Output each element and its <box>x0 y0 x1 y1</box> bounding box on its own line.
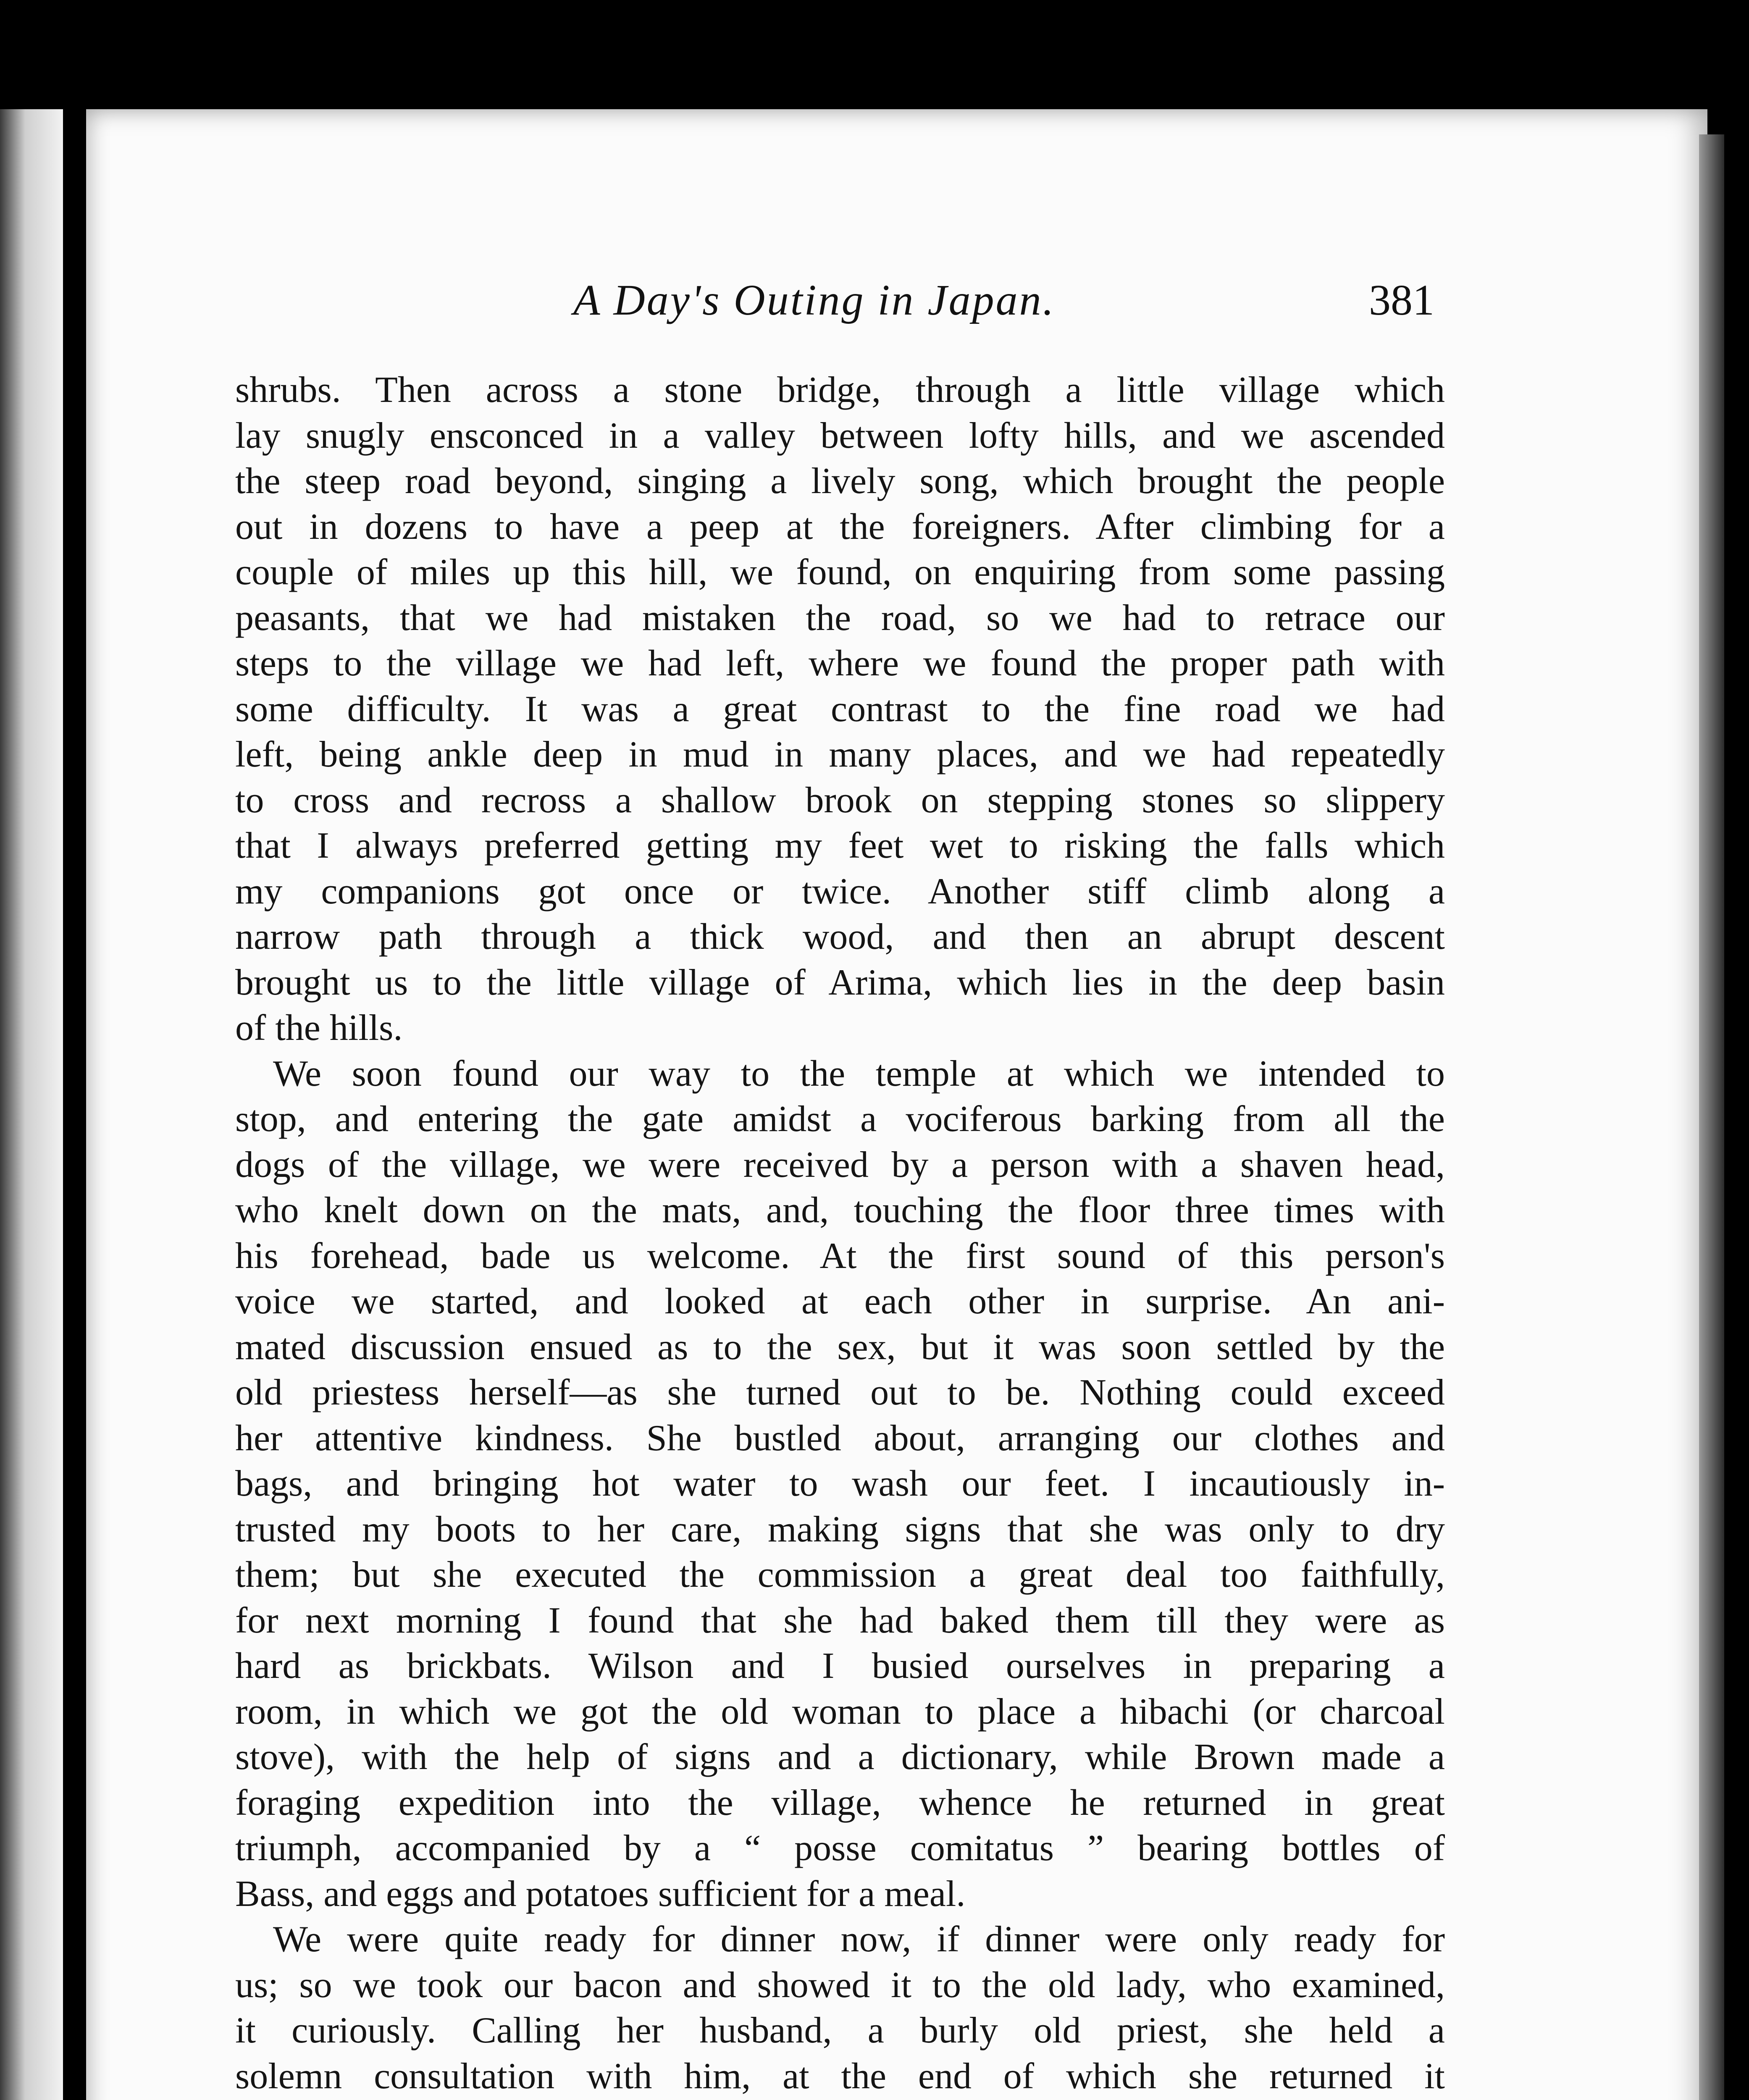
text-line: foraging expedition into the village, whence he returned in great <box>235 1782 1445 1823</box>
text-line: steps to the village we had left, where we found the proper path with <box>235 643 1445 684</box>
text-line: my companions got once or twice. Another stiff climb along a <box>235 871 1445 912</box>
text-line: to cross and recross a shallow brook on stepping stones so slippery <box>235 780 1445 821</box>
page-header <box>246 275 1434 330</box>
text-line: couple of miles up this hill, we found, on enquiring from some passing <box>235 552 1445 593</box>
running-head: A Day's Outing in Japan. <box>573 276 1056 324</box>
text-line: it curiously. Calling her husband, a burly old priest, she held a <box>235 2010 1445 2051</box>
text-line: them; but she executed the commission a great deal too faithfully, <box>235 1554 1445 1595</box>
text-line: left, being ankle deep in mud in many places, and we had repeatedly <box>235 734 1445 775</box>
text-line: for next morning I found that she had baked them till they were as <box>235 1600 1445 1641</box>
text-line: room, in which we got the old woman to place a hibachi (or charcoal <box>235 1691 1445 1732</box>
text-line: We were quite ready for dinner now, if dinner were only ready for <box>273 1919 1445 1960</box>
text-line: lay snugly ensconced in a valley between lofty hills, and we ascended <box>235 415 1445 456</box>
text-line: brought us to the little village of Arima, which lies in the deep basin <box>235 962 1445 1003</box>
text-line: hard as brickbats. Wilson and I busied ourselves in preparing a <box>235 1646 1445 1686</box>
text-line: some difficulty. It was a great contrast to the fine road we had <box>235 688 1445 730</box>
text-line: his forehead, bade us welcome. At the first sound of this person's <box>235 1235 1445 1276</box>
text-line: of the hills. <box>235 1008 403 1048</box>
text-line: out in dozens to have a peep at the foreigners. After climbing for a <box>235 506 1445 547</box>
text-line: old priestess herself—as she turned out to be. Nothing could exceed <box>235 1372 1445 1413</box>
page-number: 381 <box>1369 276 1434 324</box>
text-line: us; so we took our bacon and showed it to the old lady, who examined, <box>235 1964 1445 2006</box>
text-line: We soon found our way to the temple at which we intended to <box>273 1053 1445 1094</box>
text-line: shrubs. Then across a stone bridge, through a little village which <box>235 370 1445 410</box>
text-line: the steep road beyond, singing a lively song, which brought the people <box>235 461 1445 501</box>
text-line: voice we started, and looked at each other in surprise. An ani- <box>235 1281 1445 1322</box>
text-line: dogs of the village, we were received by a person with a shaven head, <box>235 1144 1445 1185</box>
text-line: peasants, that we had mistaken the road, so we had to retrace our <box>235 597 1445 638</box>
text-line: bags, and bringing hot water to wash our feet. I incautiously in- <box>235 1463 1445 1504</box>
body-text <box>235 368 1445 2100</box>
text-line: triumph, accompanied by a “ posse comitatus ” bearing bottles of <box>235 1828 1445 1869</box>
text-line: stop, and entering the gate amidst a vociferous barking from all the <box>235 1099 1445 1139</box>
text-line: solemn consultation with him, at the end of which she returned it <box>235 2055 1445 2097</box>
text-line: that I always preferred getting my feet wet to risking the falls which <box>235 825 1445 866</box>
text-line: trusted my boots to her care, making signs that she was only to dry <box>235 1509 1445 1550</box>
text-line: stove), with the help of signs and a dictionary, while Brown made a <box>235 1737 1445 1777</box>
text-line: narrow path through a thick wood, and then an abrupt descent <box>235 916 1445 957</box>
text-line: Bass, and eggs and potatoes sufficient for a meal. <box>235 1873 966 1914</box>
left-page-edge <box>0 109 63 2100</box>
text-line: her attentive kindness. She bustled about, arranging our clothes and <box>235 1418 1445 1459</box>
text-line: who knelt down on the mats, and, touching the floor three times with <box>235 1190 1445 1231</box>
text-line: mated discussion ensued as to the sex, but it was soon settled by the <box>235 1326 1445 1368</box>
right-page-edge <box>1699 134 1724 2100</box>
